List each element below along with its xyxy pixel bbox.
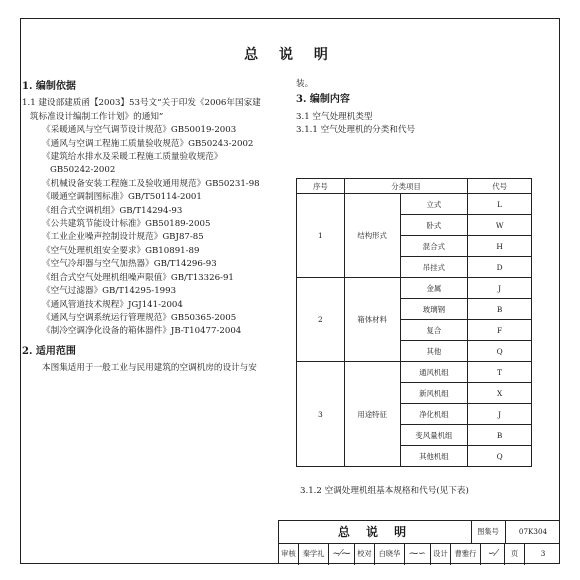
design-label: 设计 [431, 543, 451, 565]
table-row [297, 362, 532, 383]
intro-line-2: 筑标准设计编制工作计划》的通知” [30, 111, 164, 122]
left-column [22, 78, 290, 376]
table-row [297, 194, 532, 215]
item-code: H [468, 236, 532, 257]
item-name: 复合 [400, 320, 468, 341]
item-code: F [468, 320, 532, 341]
standard-item: 《通风与空调系统运行管理规范》GB50365-2005 [42, 312, 237, 323]
item-name: 通风机组 [400, 362, 468, 383]
item-code: Q [468, 446, 532, 467]
group-category: 箱体材料 [344, 278, 400, 362]
item-code: X [468, 383, 532, 404]
group-category: 用途特征 [344, 362, 400, 467]
item-code: W [468, 215, 532, 236]
review-label: 审核 [279, 543, 299, 565]
group-no: 2 [297, 278, 345, 362]
item-name: 玻璃钢 [400, 299, 468, 320]
check-label: 校对 [355, 543, 375, 565]
standard-item: 《通风管道技术规程》JGJ141-2004 [42, 299, 183, 310]
header-no: 序号 [297, 179, 345, 194]
item-code: B [468, 425, 532, 446]
standard-item: 《公共建筑节能设计标准》GB50189-2005 [42, 219, 211, 230]
standard-item: 《组合式空气处理机组噪声限值》GB/T13326-91 [42, 272, 234, 283]
group-no: 3 [297, 362, 345, 467]
intro-line-1: 1.1 建设部建质函【2003】53号文“关于印发《2006年国家建 [22, 98, 261, 109]
section-3-heading: 3. 编制内容 [296, 94, 350, 106]
title-block-name: 总 说 明 [279, 521, 472, 543]
standard-item: 《工业企业噪声控制设计规范》GBJ87-85 [42, 232, 204, 243]
item-name: 其他 [400, 341, 468, 362]
page-label: 页 [505, 543, 525, 565]
item-code: Q [468, 341, 532, 362]
standard-item: 《建筑给水排水及采暖工程施工质量验收规范》 [42, 152, 223, 163]
standard-item: 《组合式空调机组》GB/T14294-93 [42, 205, 183, 216]
designer-name: 曹雅行 [451, 543, 481, 565]
title-block-sign-row [279, 543, 560, 565]
standard-item: 《空气过滤器》GB/T14295-1993 [42, 286, 177, 297]
scope-text: 本图集适用于一般工业与民用建筑的空调机房的设计与安 [42, 363, 257, 374]
standard-item: GB50242-2002 [50, 165, 116, 176]
section-1-heading: 1. 编制依据 [22, 81, 76, 92]
table-header-row [297, 179, 532, 194]
standard-item: 《采暖通风与空气调节设计规范》GB50019-2003 [42, 125, 237, 136]
standard-item: 《制冷空调净化设备的箱体器件》JB-T10477-2004 [42, 326, 242, 337]
reviewer-signature: ~⁄⁓ [329, 543, 355, 565]
item-name: 净化机组 [400, 404, 468, 425]
item-name: 立式 [400, 194, 468, 215]
item-name: 变风量机组 [400, 425, 468, 446]
right-column [296, 78, 540, 138]
table-row [297, 278, 532, 299]
designer-signature: ∽⁄ [481, 543, 505, 565]
item-code: T [468, 362, 532, 383]
item-name: 吊挂式 [400, 257, 468, 278]
atlas-number-label: 图集号 [471, 521, 506, 543]
classification-table [296, 178, 532, 467]
item-name: 新风机组 [400, 383, 468, 404]
title-block [278, 520, 560, 564]
item-code: J [468, 278, 532, 299]
header-code: 代号 [468, 179, 532, 194]
item-code: D [468, 257, 532, 278]
section-2-heading: 2. 适用范围 [22, 345, 76, 357]
item-code: B [468, 299, 532, 320]
checker-signature: ⁓∽ [405, 543, 431, 565]
standard-item: 《空气冷却器与空气加热器》GB/T14296-93 [42, 259, 217, 270]
page-number: 3 [540, 549, 546, 558]
group-no: 1 [297, 194, 345, 278]
subsection-3-1-1: 3.1.1 空气处理机的分类和代号 [296, 125, 416, 136]
group-category: 结构形式 [344, 194, 400, 278]
header-category: 分类项目 [344, 179, 467, 194]
item-name: 金属 [400, 278, 468, 299]
item-code: L [468, 194, 532, 215]
item-name: 混合式 [400, 236, 468, 257]
standard-item: 《空气处理机组安全要求》GB10891-89 [42, 245, 200, 256]
item-code: J [468, 404, 532, 425]
standard-item: 《通风与空调工程施工质量验收规范》GB50243-2002 [42, 138, 254, 149]
reviewer-name: 秦学礼 [299, 543, 329, 565]
subsection-3-1-2: 3.1.2 空调处理机组基本规格和代号(见下表) [300, 486, 469, 496]
item-name: 卧式 [400, 215, 468, 236]
standard-item: 《暖通空调制图标准》GB/T50114-2001 [42, 192, 202, 203]
title-block-top-row [279, 521, 560, 544]
standard-item: 《机械设备安装工程施工及验收通用规范》GB50231-98 [42, 178, 260, 189]
item-name: 其他机组 [400, 446, 468, 467]
subsection-3-1: 3.1 空气处理机类型 [296, 111, 373, 122]
atlas-number-value: 07K304 [518, 527, 548, 536]
checker-name: 白晓华 [375, 543, 405, 565]
page-title: 总 说 明 [244, 47, 336, 63]
scope-continuation: 装。 [296, 79, 314, 89]
